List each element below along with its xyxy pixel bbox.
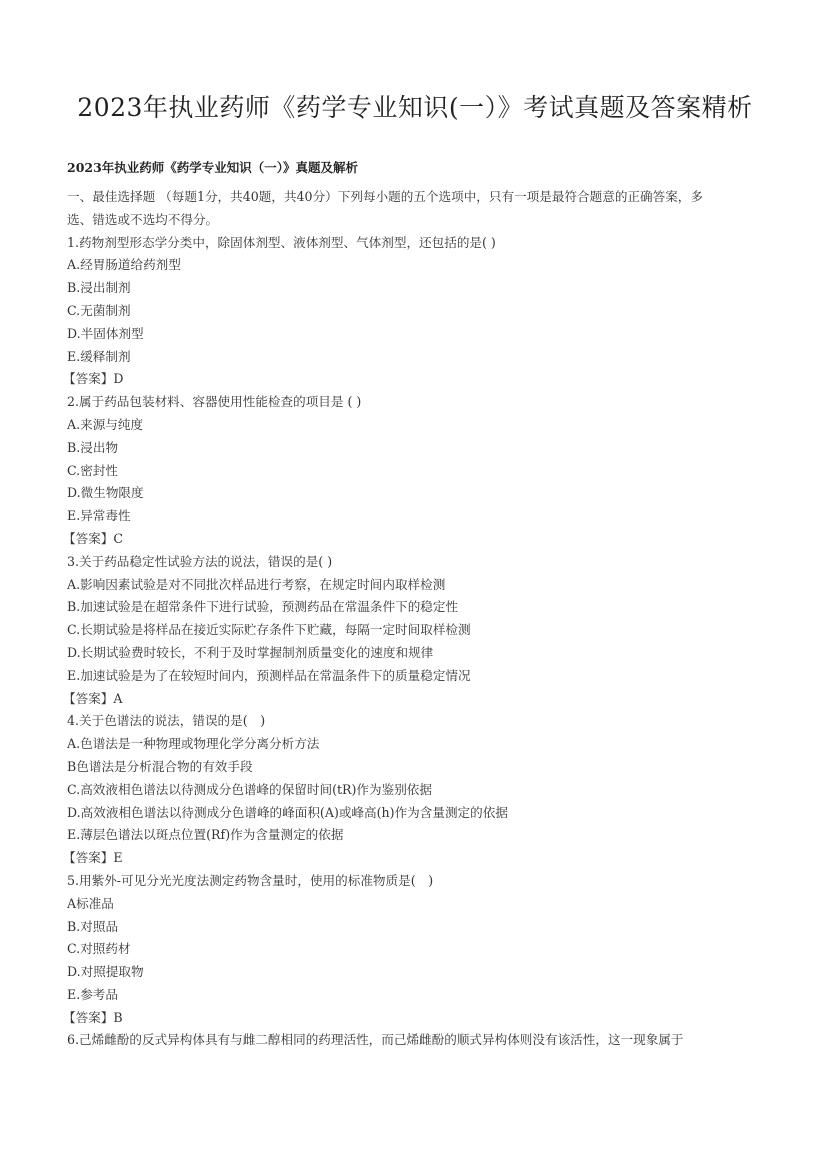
intro-line: 选、错选或不选均不得分。 <box>67 211 219 227</box>
question-4 <box>63 710 757 870</box>
option-d: D.高效液相色谱法以待测成分色谱峰的峰面积(A)或峰高(h)作为含量测定的依据 <box>67 804 508 820</box>
option-e: E.异常毒性 <box>67 508 131 524</box>
document-subtitle: 2023年执业药师《药学专业知识（一）》真题及解析 <box>67 160 359 175</box>
question-stem: 4.关于色谱法的说法，错误的是( ) <box>67 713 266 729</box>
option-d: D.长期试验费时较长，不利于及时掌握制剂质量变化的速度和规律 <box>67 644 434 660</box>
question-stem: 2.属于药品包装材料、容器使用性能检查的项目是 ( ) <box>67 394 362 410</box>
option-b: B色谱法是分析混合物的有效手段 <box>67 758 253 774</box>
option-d: D.半固体剂型 <box>67 325 144 341</box>
option-b: B.对照品 <box>67 918 119 934</box>
option-c: C.密封性 <box>67 462 118 478</box>
document-title: 2023年执业药师《药学专业知识(一）》考试真题及答案精析 <box>77 93 753 122</box>
question-5 <box>63 870 757 1030</box>
answer: 【答案】A <box>63 690 123 706</box>
option-a: A.经胃肠道给药剂型 <box>67 257 181 273</box>
option-c: C.对照药材 <box>67 941 131 957</box>
option-e: E.薄层色谱法以斑点位置(Rf)作为含量测定的依据 <box>67 827 344 843</box>
question-6 <box>67 1029 757 1052</box>
option-e: E.参考品 <box>67 986 118 1002</box>
option-a: A标准品 <box>67 895 114 911</box>
answer: 【答案】B <box>63 1009 123 1025</box>
option-b: B.加速试验是在超常条件下进行试验，预测药品在常温条件下的稳定性 <box>67 599 459 615</box>
answer: 【答案】E <box>63 850 123 866</box>
option-c: C.高效液相色谱法以待测成分色谱峰的保留时间(tR)作为鉴别依据 <box>67 781 432 797</box>
option-a: A.影响因素试验是对不同批次样品进行考察，在规定时间内取样检测 <box>67 576 446 592</box>
question-stem: 5.用紫外-可见分光光度法测定药物含量时，使用的标准物质是( ) <box>67 872 434 888</box>
answer: 【答案】C <box>63 530 124 546</box>
document-body <box>63 186 757 1052</box>
option-d: D.对照提取物 <box>67 964 144 980</box>
option-b: B.浸出物 <box>67 439 119 455</box>
option-a: A.来源与纯度 <box>67 416 144 432</box>
question-stem: 1.药物剂型形态学分类中，除固体剂型、液体剂型、气体剂型，还包括的是( ) <box>67 234 496 250</box>
option-e: E.加速试验是为了在较短时间内，预测样品在常温条件下的质量稳定情况 <box>67 667 471 683</box>
question-stem: 6.己烯雌酚的反式异构体具有与雌二醇相同的药理活性，而己烯雌酚的顺式异构体则没有该活性，这一现象属于 <box>67 1032 684 1048</box>
option-b: B.浸出制剂 <box>67 280 131 296</box>
question-1 <box>63 232 757 392</box>
option-d: D.微生物限度 <box>67 485 144 501</box>
question-3 <box>63 551 757 711</box>
answer: 【答案】D <box>63 371 124 387</box>
option-a: A.色谱法是一种物理或物理化学分离分析方法 <box>67 736 320 752</box>
option-c: C.无菌制剂 <box>67 302 131 318</box>
question-stem: 3.关于药品稳定性试验方法的说法，错误的是( ) <box>67 553 333 569</box>
intro-line: 一、最佳选择题 （每题1分，共40题，共40分）下列每小题的五个选项中，只有一项是最符合题意的正确答案，多 <box>67 189 703 204</box>
section-intro <box>67 186 757 232</box>
option-c: C.长期试验是将样品在接近实际贮存条件下贮藏，每隔一定时间取样检测 <box>67 622 471 638</box>
option-e: E.缓释制剂 <box>67 348 131 364</box>
question-2 <box>63 391 757 551</box>
